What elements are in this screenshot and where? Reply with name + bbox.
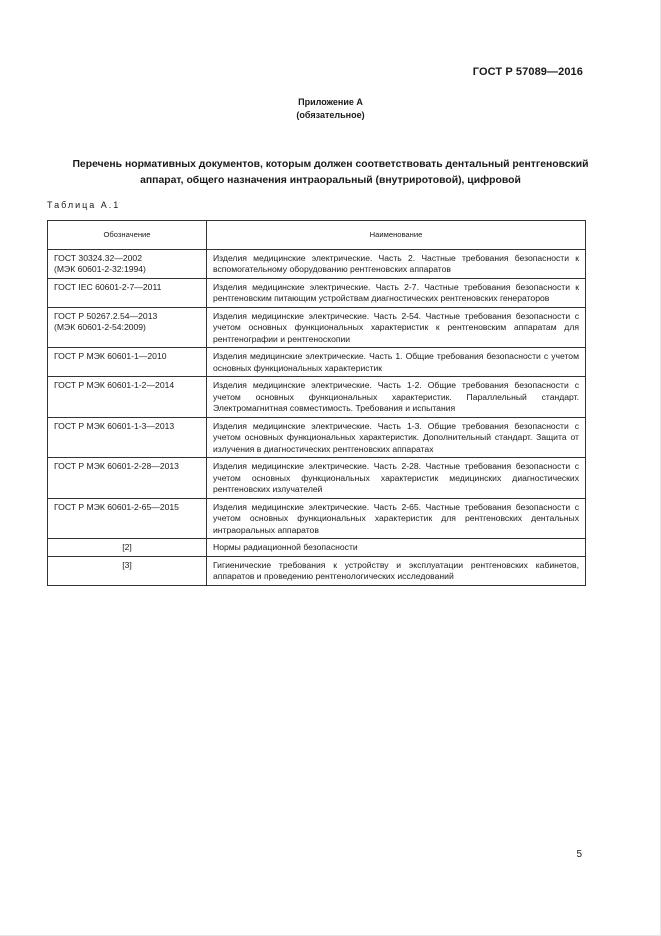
document-name-cell: Изделия медицинские электрические. Часть 2-54. Частные требования безопасности с учетом основных функциональных характеристик к рентгеновским аппаратам для рентгенографии и рентгеноскопии — [207, 307, 586, 348]
document-name-cell: Нормы радиационной безопасности — [207, 539, 586, 557]
document-code-cell: [3] — [48, 556, 207, 585]
appendix-status: (обязательное) — [296, 110, 365, 120]
column-header-name: Наименование — [207, 221, 586, 250]
appendix-title: Приложение А — [298, 97, 363, 107]
document-title: Перечень нормативных документов, которым должен соответствовать дентальный рентгеновский аппарат, общего назначения интраоральный (внутриротовой), цифровой — [72, 159, 589, 186]
document-name-cell: Гигиенические требования к устройству и эксплуатации рентгеновских кабинетов, аппаратов и проведению рентгенологических исследований — [207, 556, 586, 585]
document-name-cell: Изделия медицинские электрические. Часть 1. Общие требования безопасности с учетом основных функциональных характеристик — [207, 348, 586, 377]
appendix-heading — [0, 96, 661, 122]
document-code-cell: ГОСТ IEC 60601-2-7—2011 — [48, 278, 207, 307]
page-number: 5 — [576, 849, 582, 860]
document-name-cell: Изделия медицинские электрические. Часть 2-28. Частные требования безопасности с учетом основных функциональных характеристик медицинских диагностических рентгеновских излучателей — [207, 458, 586, 499]
document-code-cell: ГОСТ Р МЭК 60601-2-65—2015 — [48, 498, 207, 539]
column-header-code: Обозначение — [48, 221, 207, 250]
table-caption: Таблица А.1 — [47, 200, 121, 210]
standard-code-header: ГОСТ Р 57089—2016 — [472, 66, 583, 78]
document-name-cell: Изделия медицинские электрические. Часть 1-3. Общие требования безопасности с учетом основных функциональных характеристик. Дополнительный стандарт. Защита от излучения в диагностических рентгеновских аппаратах — [207, 417, 586, 458]
table-row — [48, 307, 586, 348]
table-row — [48, 249, 586, 278]
normative-documents-table — [47, 220, 586, 586]
document-code-cell: ГОСТ Р 50267.2.54—2013 (МЭК 60601-2-54:2009) — [48, 307, 207, 348]
document-code-cell: ГОСТ Р МЭК 60601-2-28—2013 — [48, 458, 207, 499]
table-row — [48, 417, 586, 458]
document-code-cell: ГОСТ Р МЭК 60601-1-2—2014 — [48, 377, 207, 418]
table-row — [48, 348, 586, 377]
document-code-cell: [2] — [48, 539, 207, 557]
table-body — [48, 249, 586, 585]
document-code-cell: ГОСТ Р МЭК 60601-1—2010 — [48, 348, 207, 377]
document-name-cell: Изделия медицинские электрические. Часть 1-2. Общие требования безопасности с учетом основных функциональных характеристик. Параллельный стандарт. Электромагнитная совместимость. Требования и испытания — [207, 377, 586, 418]
document-name-cell: Изделия медицинские электрические. Часть 2. Частные требования безопасности к вспомогательному оборудованию рентгеновских аппаратов — [207, 249, 586, 278]
table-row — [48, 458, 586, 499]
table-row — [48, 498, 586, 539]
table-row — [48, 278, 586, 307]
document-code-cell: ГОСТ Р МЭК 60601-1-3—2013 — [48, 417, 207, 458]
document-name-cell: Изделия медицинские электрические. Часть 2-65. Частные требования безопасности с учетом основных функциональных характеристик для рентгеновских дентальных интраоральных аппаратов — [207, 498, 586, 539]
table-row — [48, 556, 586, 585]
document-name-cell: Изделия медицинские электрические. Часть 2-7. Частные требования безопасности к рентгеновским питающим устройствам диагностических рентгеновских генераторов — [207, 278, 586, 307]
table-row — [48, 539, 586, 557]
document-code-cell: ГОСТ 30324.32—2002 (МЭК 60601-2-32:1994) — [48, 249, 207, 278]
table-header-row — [48, 221, 586, 250]
table-row — [48, 377, 586, 418]
